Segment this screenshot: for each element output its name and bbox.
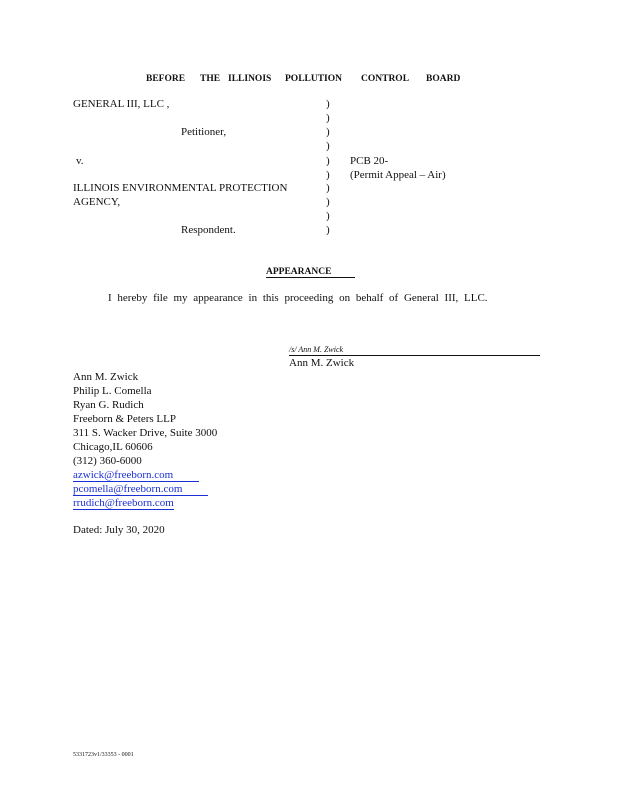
caption-paren: ) bbox=[326, 140, 330, 152]
email-link[interactable]: rrudich@freeborn.com bbox=[73, 497, 174, 509]
caption-paren: ) bbox=[326, 126, 330, 138]
dated: Dated: July 30, 2020 bbox=[73, 524, 165, 536]
petitioner-role: Petitioner, bbox=[181, 126, 227, 138]
heading-word: CONTROL bbox=[361, 74, 410, 84]
caption-paren: ) bbox=[326, 196, 330, 208]
signature-name: Ann M. Zwick bbox=[289, 357, 355, 369]
caption-paren: ) bbox=[326, 182, 330, 194]
versus: v. bbox=[76, 155, 84, 167]
heading-word: BEFORE bbox=[146, 74, 186, 84]
case-type: (Permit Appeal – Air) bbox=[350, 169, 446, 181]
counsel-name: Ann M. Zwick bbox=[73, 371, 139, 383]
heading-word: ILLINOIS bbox=[228, 74, 272, 84]
document-footer: 5331723v1/33353 - 0001 bbox=[73, 752, 134, 758]
firm-street: 311 S. Wacker Drive, Suite 3000 bbox=[73, 427, 218, 439]
heading-word: BOARD bbox=[426, 74, 461, 84]
appearance-body: I hereby file my appearance in this proceeding on behalf of General III, LLC. bbox=[108, 292, 488, 304]
respondent-name-line2: AGENCY, bbox=[73, 196, 121, 208]
case-number: PCB 20- bbox=[350, 155, 389, 167]
caption-paren: ) bbox=[326, 169, 330, 181]
email-link[interactable]: pcomella@freeborn.com bbox=[73, 483, 208, 496]
caption-paren: ) bbox=[326, 98, 330, 110]
appearance-title: APPEARANCE bbox=[266, 267, 355, 278]
heading-word: THE bbox=[200, 74, 221, 84]
counsel-name: Ryan G. Rudich bbox=[73, 399, 144, 411]
signature-line: /s/ Ann M. Zwick bbox=[289, 345, 540, 356]
firm-city: Chicago,IL 60606 bbox=[73, 441, 153, 453]
heading-word: POLLUTION bbox=[285, 74, 343, 84]
firm-phone: (312) 360-6000 bbox=[73, 455, 142, 467]
caption-paren: ) bbox=[326, 112, 330, 124]
caption-paren: ) bbox=[326, 210, 330, 222]
respondent-role: Respondent. bbox=[181, 224, 236, 236]
counsel-name: Philip L. Comella bbox=[73, 385, 152, 397]
email-link[interactable]: azwick@freeborn.com bbox=[73, 469, 199, 482]
petitioner-name: GENERAL III, LLC , bbox=[73, 98, 170, 110]
respondent-name-line1: ILLINOIS ENVIRONMENTAL PROTECTION bbox=[73, 182, 288, 194]
caption-paren: ) bbox=[326, 224, 330, 236]
caption-paren: ) bbox=[326, 155, 330, 167]
firm-name: Freeborn & Peters LLP bbox=[73, 413, 176, 425]
